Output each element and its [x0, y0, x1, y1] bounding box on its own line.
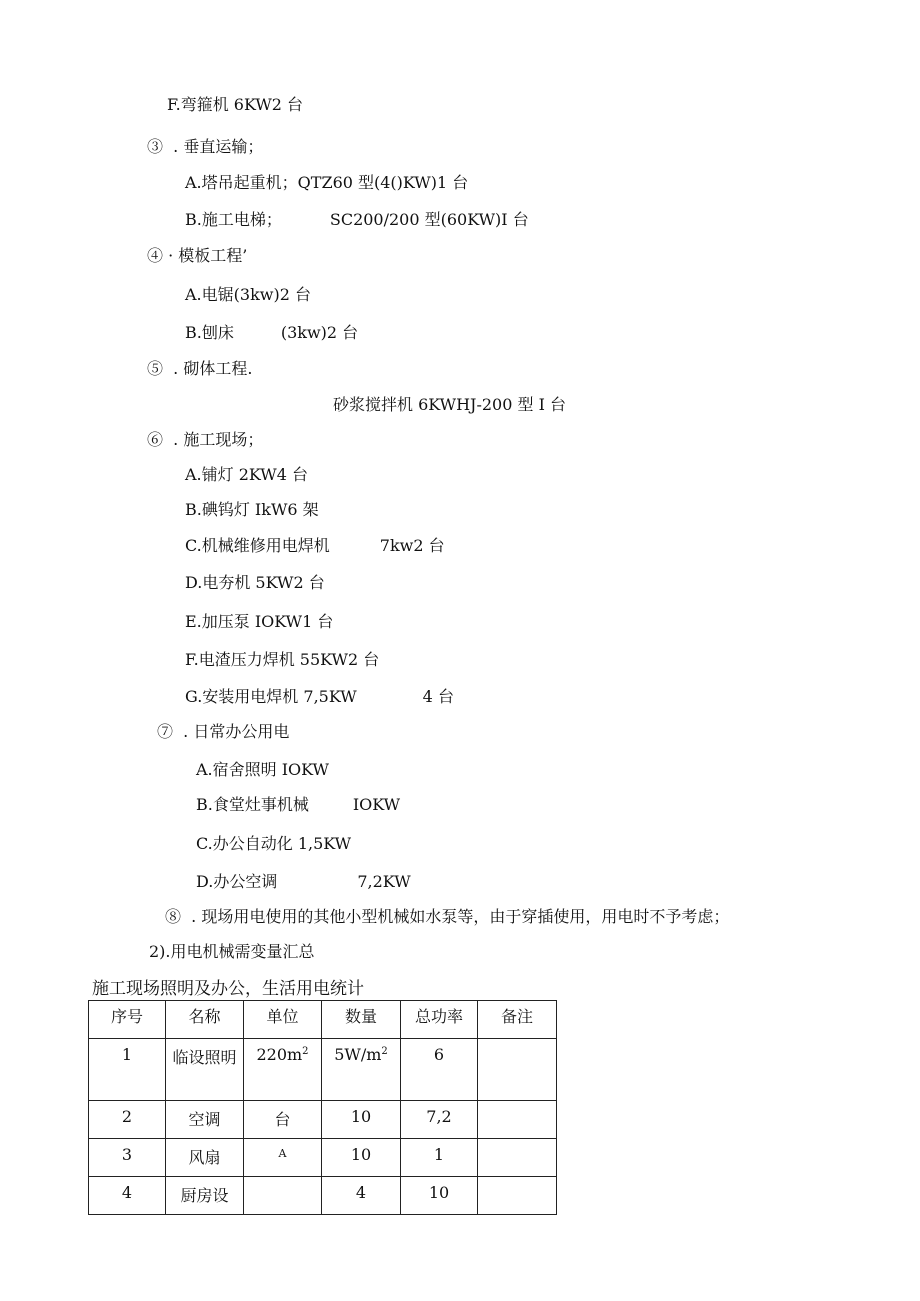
cell-name: 厨房设: [166, 1177, 244, 1215]
header-power: 总功率: [401, 1001, 478, 1039]
header-note: 备注: [478, 1001, 557, 1039]
table-row: [89, 1039, 557, 1101]
cell-no: 2: [89, 1101, 166, 1139]
item-spec: QTZ60 型(4()KW)1 台: [297, 173, 469, 192]
cell-unit: [244, 1139, 322, 1177]
item-6e-pump: E.加压泵 IOKW1 台: [185, 612, 334, 631]
item-3b-elevator: [185, 210, 529, 230]
section-6-heading: ⑥ . 施工现场；: [147, 430, 264, 449]
unit-superscript: 2: [302, 1046, 309, 1057]
cell-note: [478, 1101, 557, 1139]
qty-superscript: 2: [381, 1046, 388, 1057]
item-label: G.安装用电焊机 7,5KW: [185, 687, 357, 706]
cell-no: 4: [89, 1177, 166, 1215]
section-4-heading: ④ · 模板工程’: [147, 246, 248, 265]
cell-unit: [244, 1039, 322, 1101]
item-6c-repair-welder: [185, 536, 445, 556]
item-7a-dorm-lighting: A.宿舍照明 IOKW: [196, 760, 329, 779]
item-4a-saw: A.电锯(3kw)2 台: [185, 285, 311, 304]
unit-value: 220m: [256, 1045, 303, 1064]
item-6g-install-welder: [185, 687, 454, 707]
table-row: [89, 1101, 557, 1139]
cell-name: 临设照明: [166, 1039, 244, 1101]
cell-qty: [322, 1039, 401, 1101]
cell-unit: 台: [244, 1101, 322, 1139]
item-spec: IOKW: [352, 795, 401, 814]
item-spec: 7kw2 台: [379, 536, 445, 555]
section-3-heading: ③ . 垂直运输；: [147, 137, 264, 156]
cell-name: 空调: [166, 1101, 244, 1139]
item-7c-office-automation: C.办公自动化 1,5KW: [196, 834, 352, 853]
item-7d-office-ac: [196, 872, 411, 892]
cell-power: 10: [401, 1177, 478, 1215]
cell-no: 1: [89, 1039, 166, 1101]
table-header-row: [89, 1001, 557, 1039]
item-5-mortar-mixer: 砂浆搅拌机 6KWHJ-200 型 I 台: [333, 395, 566, 414]
section-7-heading: ⑦ . 日常办公用电: [157, 722, 290, 741]
section-5-heading: ⑤ . 砌体工程.: [147, 359, 253, 378]
table-row: [89, 1139, 557, 1177]
item-label: B.施工电梯；: [185, 210, 282, 229]
header-no: 序号: [89, 1001, 166, 1039]
item-spec: SC200/200 型(60KW)I 台: [329, 210, 529, 229]
summary-heading: 2).用电机械需变量汇总: [149, 942, 315, 961]
cell-note: [478, 1139, 557, 1177]
item-label: A.塔吊起重机；: [185, 173, 298, 192]
cell-power: 6: [401, 1039, 478, 1101]
item-6f-electroslag-welder: F.电渣压力焊机 55KW2 台: [185, 650, 380, 669]
item-6b-iodine-lamp: B.碘钨灯 IkW6 架: [185, 500, 319, 519]
cell-name: 风扇: [166, 1139, 244, 1177]
item-label: B.刨床: [185, 323, 234, 342]
header-unit: 单位: [244, 1001, 322, 1039]
cell-qty: 10: [322, 1139, 401, 1177]
cell-power: 7,2: [401, 1101, 478, 1139]
item-7b-canteen: [196, 795, 400, 815]
item-6a-lamp: A.铺灯 2KW4 台: [185, 465, 309, 484]
item-6d-rammer: D.电夯机 5KW2 台: [185, 573, 325, 592]
item-label: C.机械维修用电焊机: [185, 536, 330, 555]
item-spec: 4 台: [422, 687, 454, 706]
qty-value: 5W/m: [334, 1045, 382, 1064]
item-label: B.食堂灶事机械: [196, 795, 309, 814]
unit-value: A: [278, 1147, 287, 1160]
cell-note: [478, 1177, 557, 1215]
power-statistics-table: [88, 1000, 557, 1215]
item-label: D.办公空调: [196, 872, 278, 891]
cell-power: 1: [401, 1139, 478, 1177]
table-row: [89, 1177, 557, 1215]
section-8-note: ⑧ . 现场用电使用的其他小型机械如水泵等，由于穿插使用，用电时不予考虑；: [165, 907, 730, 926]
table-caption: 施工现场照明及办公，生活用电统计: [92, 979, 364, 999]
cell-unit: [244, 1177, 322, 1215]
item-4b-planer: [185, 323, 358, 343]
cell-qty: 10: [322, 1101, 401, 1139]
item-spec: 7,2KW: [357, 872, 411, 891]
cell-qty: 4: [322, 1177, 401, 1215]
header-qty: 数量: [322, 1001, 401, 1039]
item-3a-tower-crane: [185, 173, 468, 193]
header-name: 名称: [166, 1001, 244, 1039]
cell-note: [478, 1039, 557, 1101]
item-f-bender: F.弯箍机 6KW2 台: [167, 95, 304, 114]
item-spec: (3kw)2 台: [280, 323, 359, 342]
cell-no: 3: [89, 1139, 166, 1177]
